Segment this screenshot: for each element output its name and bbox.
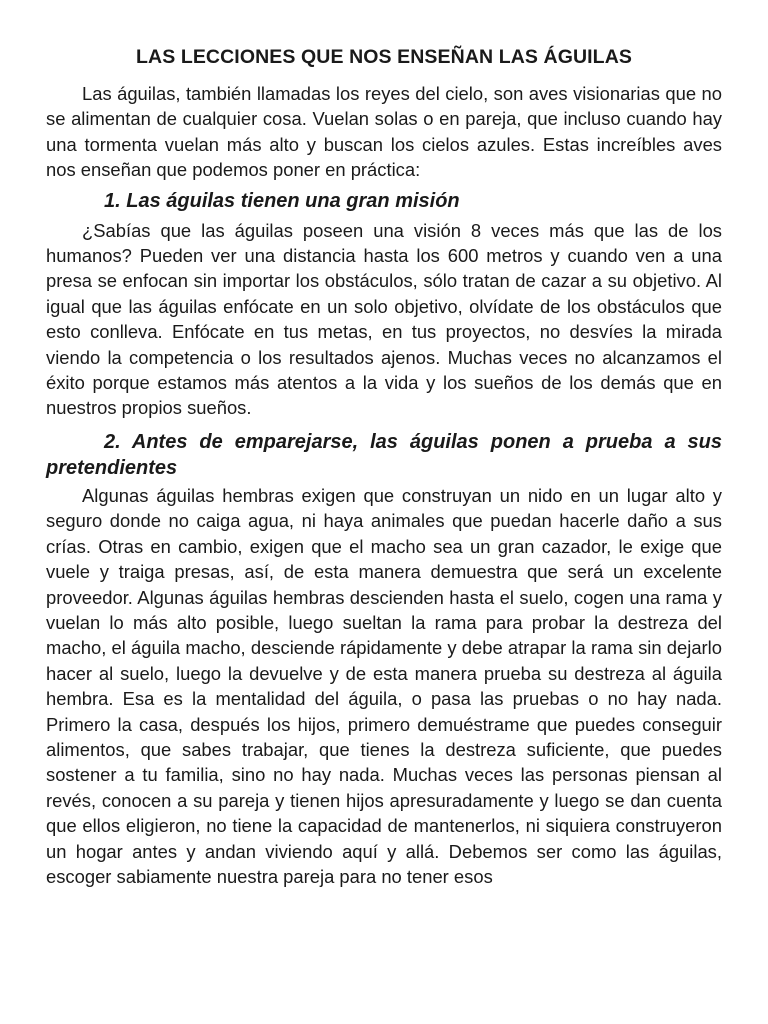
section-1-paragraph: ¿Sabías que las águilas poseen una visión 8 veces más que las de los humanos? Pueden ver una distancia hasta los 600 metros y cuando ven a una presa se enfocan sin importar los obstáculos, sólo tratan de cazar a su objetivo. Al igual que las águilas enfócate en un solo objetivo, olvídate de los obstáculos que esto conlleva. Enfócate en tus metas, en tus proyectos, no desvíes la mirada viendo la competencia o los resultados ajenos. Muchas veces no alcanzamos el éxito porque estamos más atentos a la vida y los sueños de los demás que en nuestros propios sueños. bbox=[46, 219, 722, 419]
page-title: LAS LECCIONES QUE NOS ENSEÑAN LAS ÁGUILAS bbox=[136, 46, 632, 68]
section-2-paragraph: Algunas águilas hembras exigen que construyan un nido en un lugar alto y seguro donde no caiga agua, ni haya animales que puedan hacerle daño a sus crías. Otras en cambio, exigen que el macho sea un gran cazador, le exige que vuele y traiga presas, así, de esta manera demuestra que será un excelente proveedor. Algunas águilas hembras descienden hasta el suelo, cogen una rama y vuelan lo más alto posible, luego sueltan la rama para probar la destreza del macho, el águila macho, desciende rápidamente y debe atrapar la rama sin dejarlo hacer al suelo, luego la devuelve y de esta manera prueba su destreza al águila hembra. Esa es la mentalidad del águila, o pasa las pruebas o no hay nada. Primero la casa, después los hijos, primero demuéstrame que puedes conseguir alimentos, que sabes trabajar, que tienes la destreza suficiente, que puedes sostener a tu familia, sino no hay nada. Muchas veces las personas piensan al revés, conocen a su pareja y tienen hijos apresuradamente y luego se dan cuenta que ellos eligieron, no tiene la capacidad de mantenerlos, ni siquiera construyeron un hogar antes y andan viviendo aquí y allá. Debemos ser como las águilas, escoger sabiamente nuestra pareja para no tener esos bbox=[46, 484, 722, 887]
section-1-heading: 1. Las águilas tienen una gran misión bbox=[104, 189, 460, 212]
intro-paragraph: Las águilas, también llamadas los reyes del cielo, son aves visionarias que no se alimentan de cualquier cosa. Vuelan solas o en pareja, que incluso cuando hay una tormenta vuelan más alto y buscan los cielos azules. Estas increíbles aves nos enseñan que podemos poner en práctica: bbox=[46, 83, 722, 181]
section-2-heading: 2. Antes de emparejarse, las águilas ponen a prueba a sus pretendientes bbox=[46, 430, 722, 479]
